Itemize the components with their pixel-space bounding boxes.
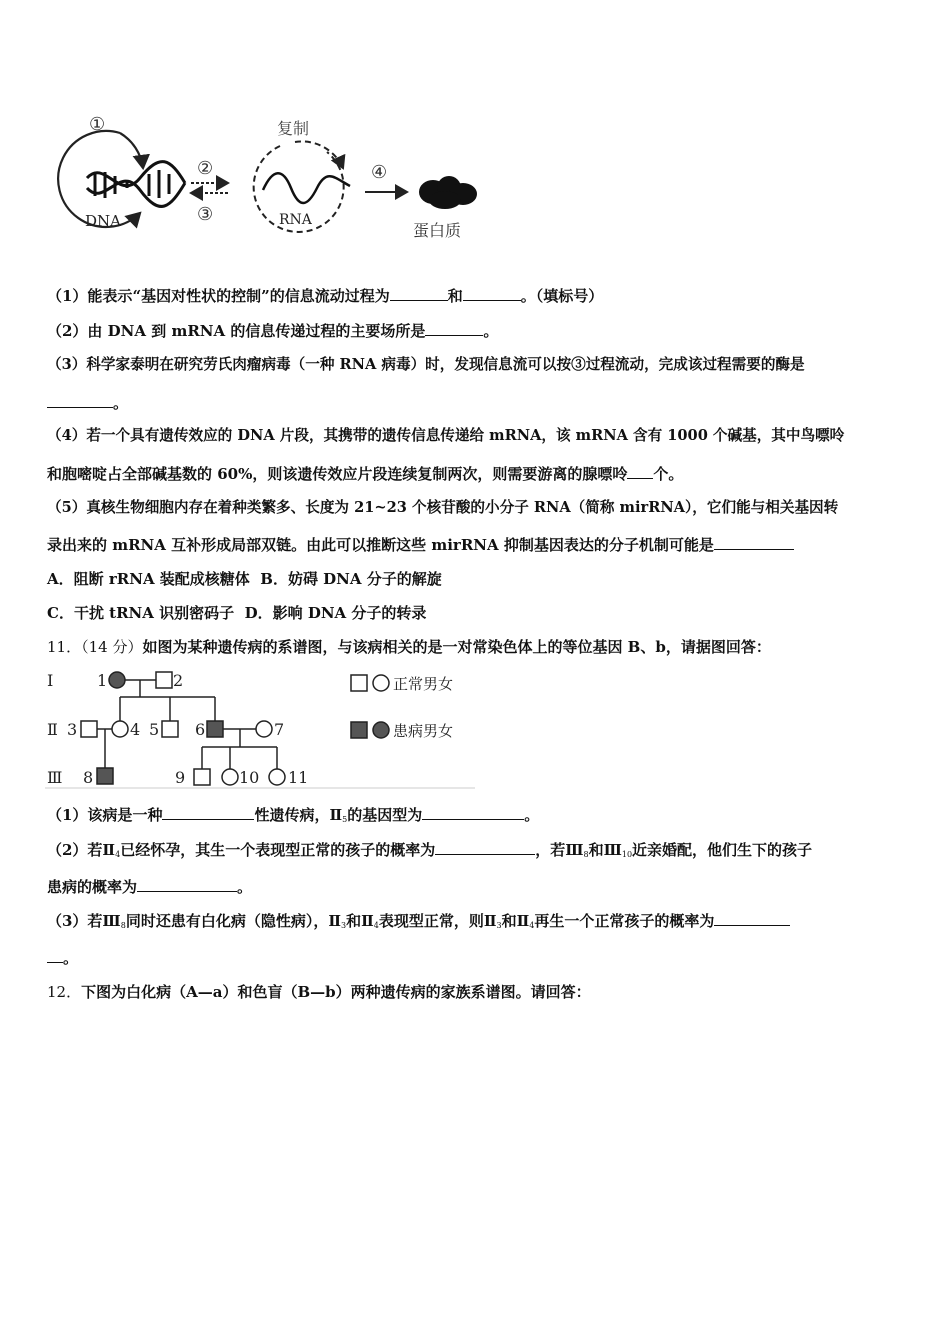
individual-ii4-normal-female [112,721,128,737]
legend-affected-label: 患病男女 [393,722,454,740]
label-4: ④ [371,162,388,183]
option-c[interactable]: C．干扰 tRNA 识别密码子 [47,604,235,622]
protein-icon [419,176,477,209]
answer-blank[interactable] [47,393,113,408]
answer-blank[interactable] [422,805,524,820]
protein-label: 蛋白质 [413,221,462,240]
q11-part2: （2）若$Ⅱ_4$已经怀孕，其生一个表现型正常的孩子的概率为 ，若$Ⅲ_8$和$Ⅲ_{10}$近亲婚配，他们生下的孩子 [47,841,813,859]
generation-ii: Ⅱ [47,720,58,739]
q11-part3: （3）若$Ⅲ_8$同时还患有白化病（隐性病），$Ⅱ_3$和$Ⅱ_4$表现型正常，则$Ⅱ_3$和$Ⅱ_4$再生一个正常孩子的概率为 [47,911,790,936]
label-9: 9 [175,768,186,787]
q10-part3: （3）科学家泰明在研究劳氏肉瘤病毒（一种 RNA 病毒）时，发现信息流可以按③过程流动，完成该过程需要的酶是 [47,356,805,373]
q11-part3-cont: 。 [47,948,78,968]
label-3: ③ [197,204,214,225]
legend-normal-male-icon [351,675,367,691]
q10-part5: （5）真核生物细胞内存在着种类繁多、长度为 21~23 个核苷酸的小分子 RNA（简称 mirRNA），它们能与相关基因转 [47,499,839,516]
q10-part1: （1）能表示“基因对性状的控制”的信息流动过程为 和 。（填标号） [47,287,604,305]
central-dogma-diagram [45,108,505,248]
individual-ii5-normal-male [162,721,178,737]
dna-label: DNA [85,212,121,230]
label-3: 3 [67,720,78,739]
label-5: 5 [149,720,160,739]
q11-part2-cont: 患病的概率为 。 [47,878,253,896]
generation-iii: Ⅲ [47,768,63,787]
label-7: 7 [274,720,285,739]
generation-i: Ⅰ [47,671,54,690]
pedigree-chart [45,665,485,790]
q12-stem: 12．下图为白化病（A—a）和色盲（B—b）两种遗传病的家族系谱图。请回答： [47,983,591,1001]
q11-part1: （1）该病是一种 性遗传病，$Ⅱ_5$的基因型为 。 [47,806,540,824]
label-8: 8 [83,768,94,787]
rna-label: RNA [279,212,312,228]
label-1: ① [89,114,106,135]
answer-blank[interactable] [714,535,794,550]
answer-blank[interactable] [435,840,535,855]
q10-options-cd [47,603,426,623]
legend-affected-female-icon [373,722,389,738]
label-11: 11 [288,768,309,787]
individual-ii3-normal-male [81,721,97,737]
individual-i1-affected-female [109,672,125,688]
individual-iii11-normal-female [269,769,285,785]
answer-blank[interactable] [425,321,483,336]
q10-part4-cont: 和胞嘧啶占全部碱基数的 60%，则该遗传效应片段连续复制两次，则需要游离的腺嘌呤 个。 [47,465,684,483]
replication-label: 复制 [277,119,310,138]
label-6: 6 [195,720,206,739]
answer-blank[interactable] [137,877,237,892]
option-b[interactable]: B．妨碍 DNA 分子的解旋 [260,570,442,588]
q10-part4: （4）若一个具有遗传效应的 DNA 片段，其携带的遗传信息传递给 mRNA，该 mRNA 含有 1000 个碱基，其中鸟嘌呤 [47,427,845,444]
individual-iii9-normal-male [194,769,210,785]
dna-helix-icon [87,162,185,207]
label-2: ② [197,158,214,179]
individual-i2-normal-male [156,672,172,688]
label-2: 2 [173,671,184,690]
label-1: 1 [97,671,108,690]
answer-blank[interactable] [714,911,790,926]
answer-blank[interactable] [627,464,653,479]
answer-blank[interactable] [463,286,521,301]
q10-part3-cont: 。 [47,393,128,413]
label-10: 10 [239,768,260,787]
legend-affected-male-icon [351,722,367,738]
legend-normal-label: 正常男女 [393,675,454,693]
label-4: 4 [130,720,141,739]
option-a[interactable]: A．阻断 rRNA 装配成核糖体 [47,570,250,588]
individual-ii6-affected-male [207,721,223,737]
answer-blank[interactable] [390,286,448,301]
rna-strand-icon [263,173,350,203]
answer-blank[interactable] [47,948,63,963]
individual-iii8-affected-male [97,768,113,784]
q11-stem: 11．（14 分）如图为某种遗传病的系谱图，与该病相关的是一对常染色体上的等位基因 B、b，请据图回答： [47,638,771,656]
option-d[interactable]: D．影响 DNA 分子的转录 [244,604,427,622]
answer-blank[interactable] [162,805,254,820]
individual-iii10-normal-female [222,769,238,785]
individual-ii7-normal-female [256,721,272,737]
q10-part2: （2）由 DNA 到 mRNA 的信息传递过程的主要场所是 。 [47,322,499,340]
legend-normal-female-icon [373,675,389,691]
q10-options-ab [47,569,442,589]
q10-part5-cont: 录出来的 mRNA 互补形成局部双链。由此可以推断这些 mirRNA 抑制基因表达的分子机制可能是 [47,535,794,555]
